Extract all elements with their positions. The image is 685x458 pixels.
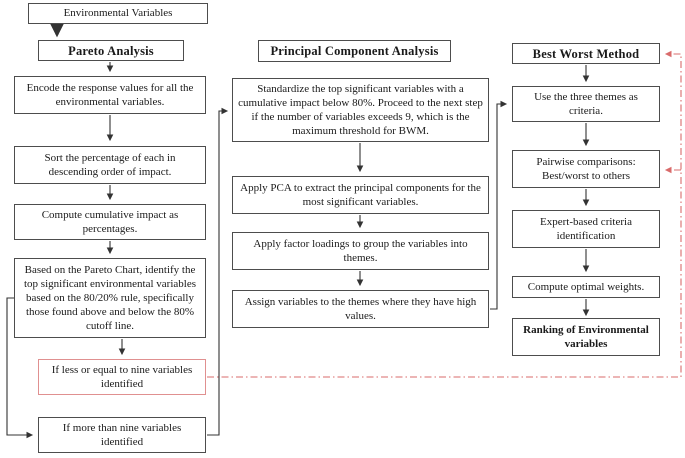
pca-step-extract: Apply PCA to extract the principal components for the most significant variables.: [232, 176, 489, 214]
pareto-step-cumulative: Compute cumulative impact as percentages.: [14, 204, 206, 240]
pca-step-standardize: Standardize the top significant variables with a cumulative impact below 80%. Proceed to the next step if the number of variables exceeds 9, which is the maximum threshold for BWM.: [232, 78, 489, 142]
pca-step-assign-themes: Assign variables to the themes where they have high values.: [232, 290, 489, 328]
pareto-step-encode: Encode the response values for all the environmental variables.: [14, 76, 206, 114]
bwm-step-weights: Compute optimal weights.: [512, 276, 660, 298]
bwm-header: Best Worst Method: [512, 43, 660, 64]
pca-step-factor-loadings: Apply factor loadings to group the variables into themes.: [232, 232, 489, 270]
bwm-step-criteria: Use the three themes as criteria.: [512, 86, 660, 122]
bwm-step-pairwise: Pairwise comparisons: Best/worst to others: [512, 150, 660, 188]
pareto-step-identify: Based on the Pareto Chart, identify the top significant environmental variables based on the 80/20% rule, specifically those found above and below the 80% cutoff line.: [14, 258, 206, 338]
environmental-variables-box: Environmental Variables: [28, 3, 208, 24]
pareto-analysis-header: Pareto Analysis: [38, 40, 184, 61]
branch-more-than-nine-box: If more than nine variables identified: [38, 417, 206, 453]
bwm-step-expert: Expert-based criteria identification: [512, 210, 660, 248]
bwm-result-ranking-box: Ranking of Environmental variables: [512, 318, 660, 356]
pca-header: Principal Component Analysis: [258, 40, 451, 62]
pareto-step-sort: Sort the percentage of each in descending order of impact.: [14, 146, 206, 184]
branch-nine-or-fewer-box: If less or equal to nine variables identified: [38, 359, 206, 395]
